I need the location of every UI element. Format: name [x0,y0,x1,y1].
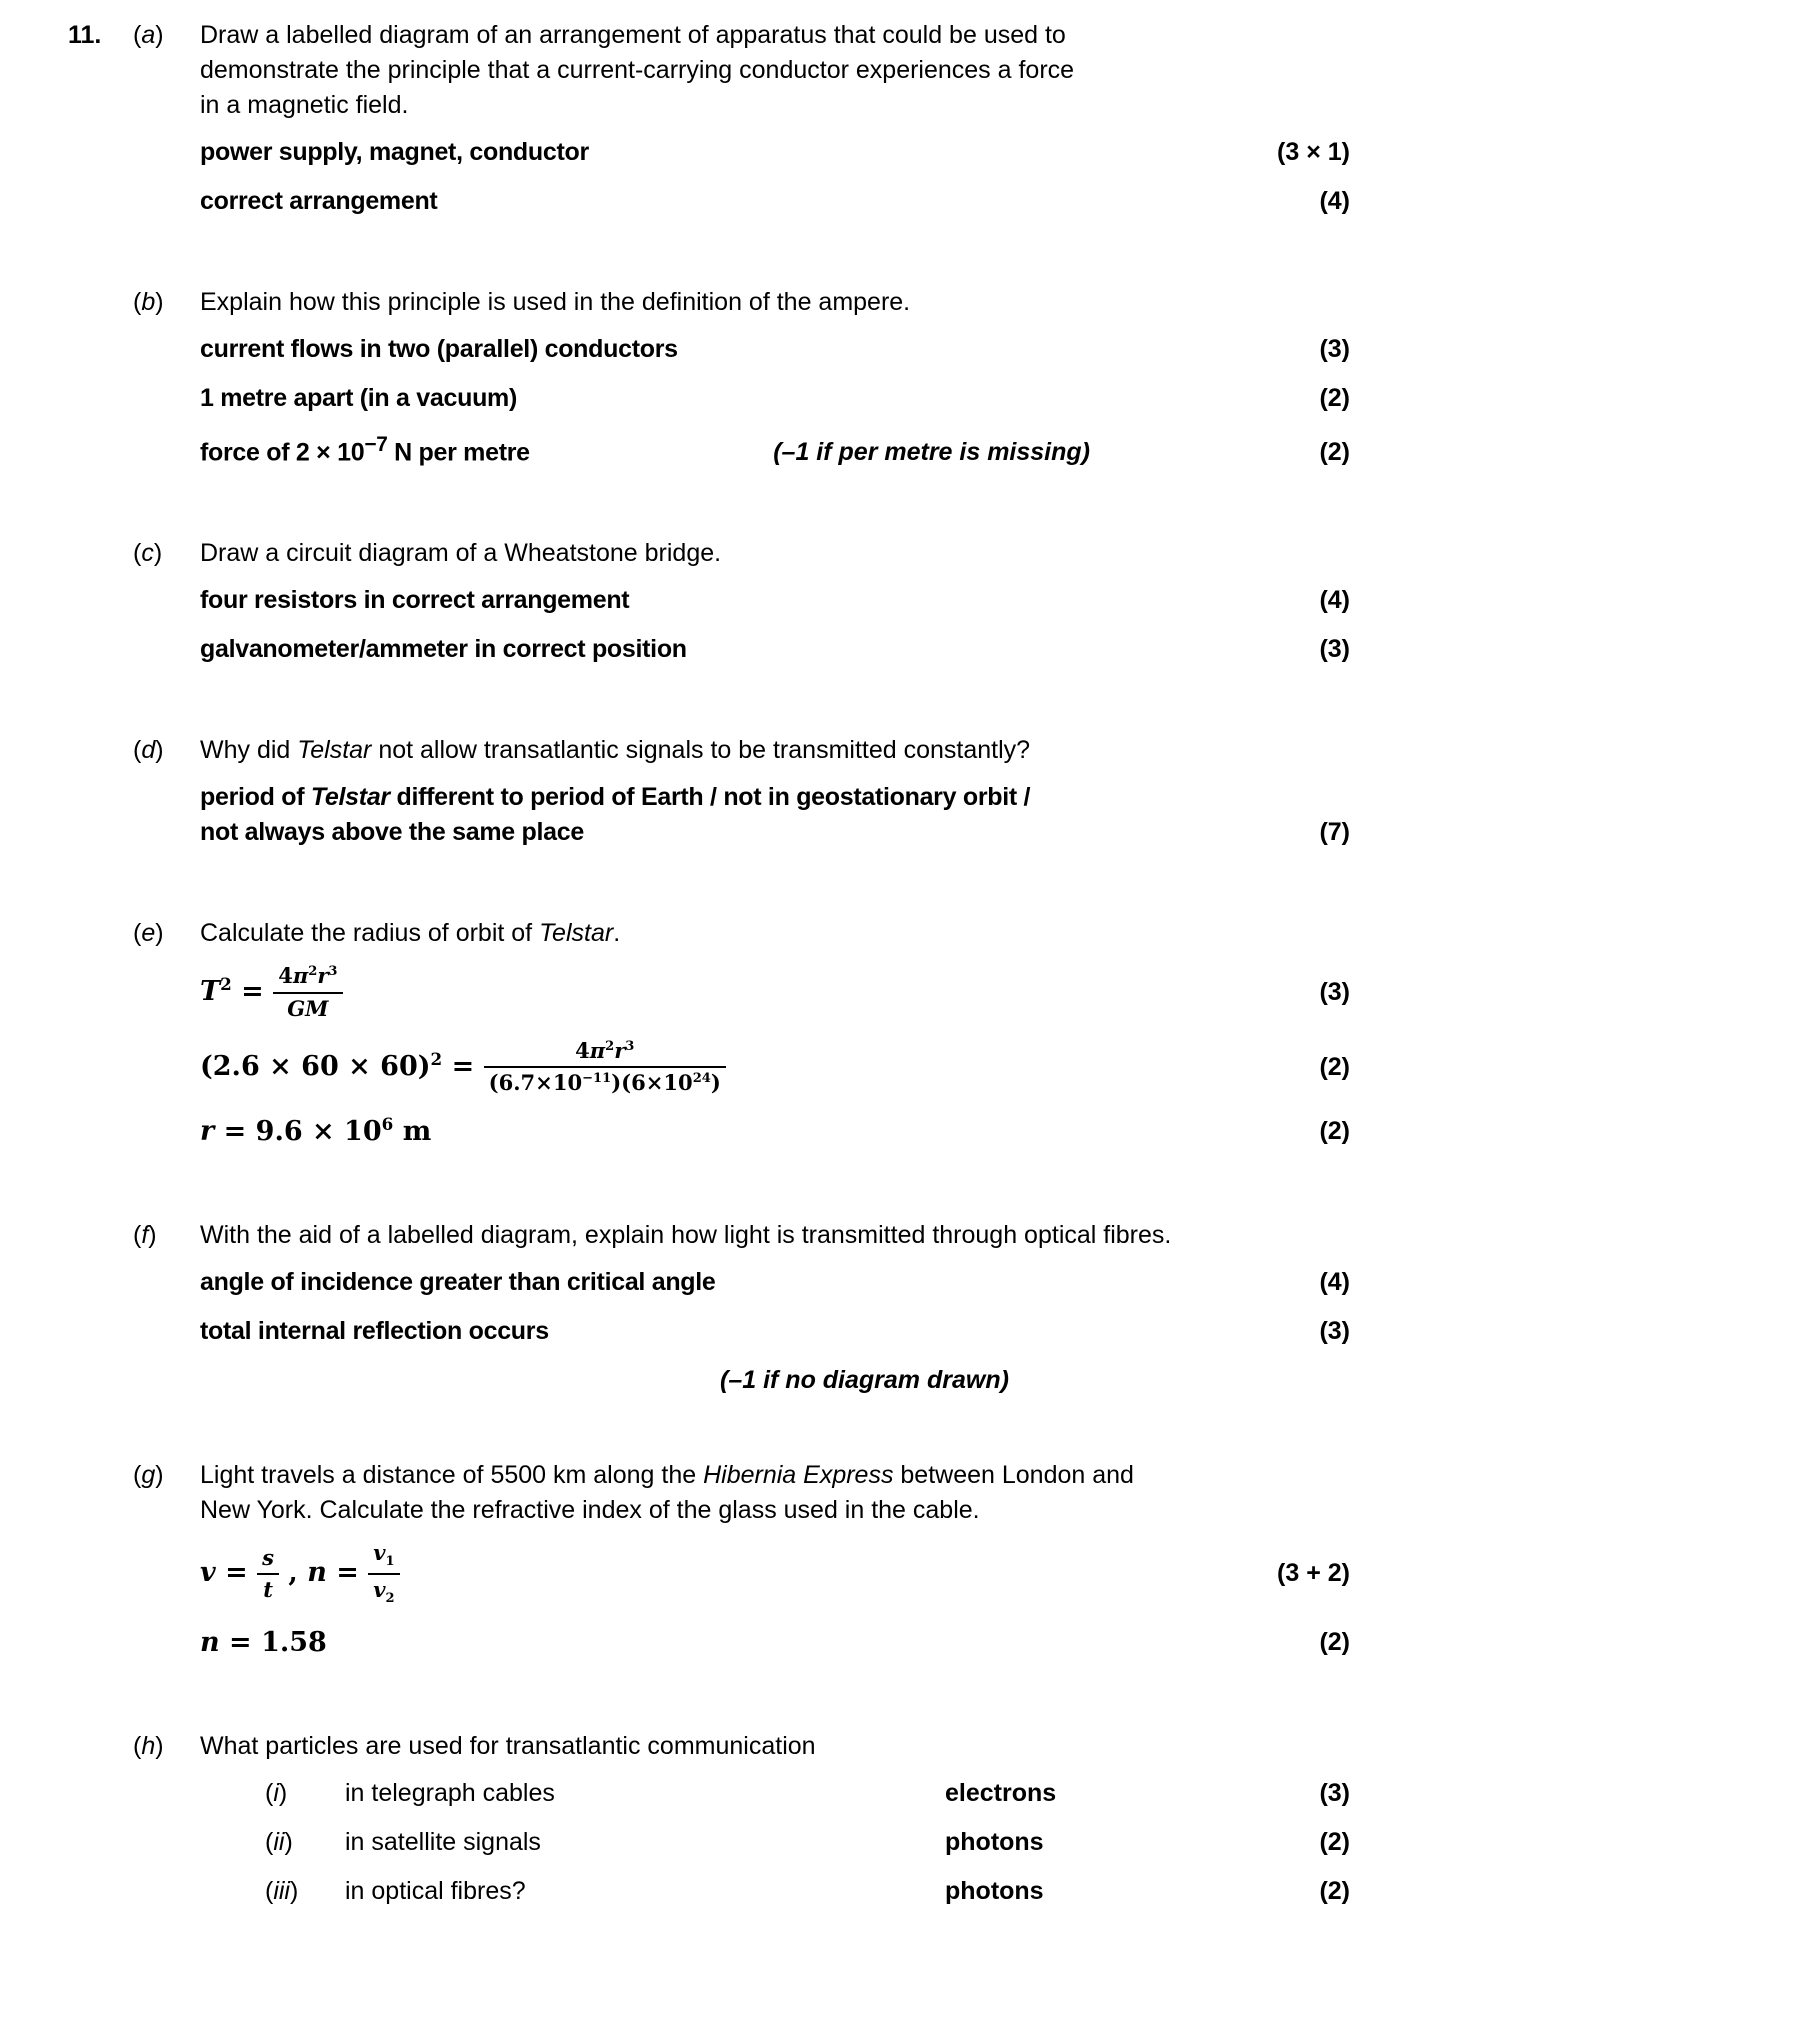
formula: v = $\frac{s}{t}$ , n = $\frac{v_1}{v_2}$ [200,1540,1250,1607]
question-text: With the aid of a labelled diagram, explain how light is transmitted through optical fibres. [200,1221,1172,1250]
mark-value: (2) [1319,1627,1350,1656]
answer-text: power supply, magnet, conductor [200,138,589,166]
mark-value: (4) [1319,586,1350,615]
question-number [68,916,133,1166]
answer-text: 1 metre apart (in a vacuum) [200,384,518,412]
mark-value: (2) [1319,1877,1350,1906]
mark-value: (3) [1319,1779,1350,1808]
formula-row [200,1038,1350,1097]
answer-row [200,780,1350,850]
formula-row [200,1624,1350,1662]
question-text: Draw a circuit diagram of a Wheatstone bridge. [200,539,722,568]
sub-part-row [200,1825,1350,1860]
answer-row [200,184,1350,219]
answer-text: period of Telstar different to period of Earth / not in geostationary orbit / not always above the same place [200,783,1031,847]
part-label: (c) [133,539,163,568]
sub-part-question: in satellite signals [345,1828,541,1857]
mark-value: (2) [1319,384,1350,412]
answer-text: four resistors in correct arrangement [200,586,630,615]
question-number [68,1729,133,1923]
part-body [200,733,1350,864]
answer-row [200,332,1350,367]
formula-row [200,963,1350,1022]
part-label: (g) [133,1461,164,1490]
deduction-note: (–1 if no diagram drawn) [720,1366,1009,1395]
answer-text: photons [945,1828,1044,1857]
part-body [200,285,1350,484]
formula: $T^2$ = $\frac{4\pi^2r^3}{GM}$ [200,963,1250,1022]
answer-text: photons [945,1877,1044,1906]
mark-value: (3 × 1) [1277,138,1350,166]
answer-text: angle of incidence greater than critical angle [200,1268,716,1297]
mark-value: (3) [1319,635,1350,664]
part-body [200,916,1350,1166]
question-text: Draw a labelled diagram of an arrangement of apparatus that could be used to demonstrate the principle that a current-carrying conductor experiences a force in a magnetic field. [200,21,1075,119]
sub-part-row [200,1776,1350,1811]
question-number [68,733,133,864]
answer-row [200,430,1350,470]
part-label: (h) [133,1732,164,1761]
formula-row [200,1113,1350,1151]
question-number [68,1218,133,1406]
answer-row [200,381,1350,416]
answer-text: total internal reflection occurs [200,1317,549,1346]
mark-value: (3 + 2) [1277,1559,1350,1588]
formula: $(2.6 \times 60 \times 60)^2$ = $\frac{4\pi^2r^3}{(6.7\times 10^{-11})(6\times 10^{24})}$ [200,1038,1250,1097]
part-label: (d) [133,736,164,765]
question-text: Calculate the radius of orbit of Telstar. [200,919,621,948]
mark-value: (2) [1319,1828,1350,1857]
part-label: (a) [133,21,164,49]
question-number [68,1458,133,1677]
sub-part-label: (i) [265,1779,288,1808]
question-part [68,536,1350,681]
answer-text: galvanometer/ammeter in correct position [200,635,687,664]
part-body [200,536,1350,681]
mark-value: (7) [1319,818,1350,847]
question-number [68,285,133,484]
part-body [200,1458,1350,1677]
question-11 [68,18,1819,1923]
question-part [68,285,1350,484]
deduction-note: (–1 if per metre is missing) [773,438,1090,467]
mark-value: (2) [1319,1052,1350,1081]
mark-value: (3) [1319,335,1350,363]
sub-part-question: in optical fibres? [345,1877,526,1906]
question-number [68,536,133,681]
sub-part-row [200,1874,1350,1909]
question-part [68,18,1350,233]
mark-value: (3) [1319,978,1350,1007]
answer-text: force of $2 \times 10^{-7}$ N per metre [200,433,530,467]
answer-row [200,583,1350,618]
question-number: 11. [68,21,102,49]
sub-part-label: (ii) [265,1828,293,1857]
formula-row [200,1540,1350,1607]
answer-text: electrons [945,1779,1057,1808]
formula: n = 1.58 [200,1626,327,1658]
question-part [68,733,1350,864]
mark-value: (4) [1319,1268,1350,1297]
answer-text: current flows in two (parallel) conductors [200,335,678,363]
part-body [200,1218,1350,1406]
question-text: Why did Telstar not allow transatlantic signals to be transmitted constantly? [200,736,1031,765]
mark-value: (3) [1319,1317,1350,1346]
mark-value: (2) [1319,438,1350,467]
sub-part-label: (iii) [265,1877,299,1906]
answer-row [200,632,1350,667]
formula: $r = 9.6 \times 10^6$ m [200,1113,432,1147]
question-part [68,916,1350,1166]
sub-part-question: in telegraph cables [345,1779,555,1808]
question-part [68,1458,1350,1677]
part-label: (e) [133,919,164,948]
answer-text: correct arrangement [200,187,438,215]
part-body [200,1729,1350,1923]
answer-row [200,135,1350,170]
question-text: Explain how this principle is used in the definition of the ampere. [200,288,911,316]
answer-row [200,1314,1350,1349]
mark-value: (4) [1319,187,1350,215]
question-part [68,1729,1350,1923]
part-label: (b) [133,288,164,316]
part-body [200,18,1350,233]
question-part [68,1218,1350,1406]
mark-value: (2) [1319,1117,1350,1146]
question-text: What particles are used for transatlantic communication [200,1732,816,1761]
question-text: Light travels a distance of 5500 km along the Hibernia Express between London and New York. Calculate the refractive index of the glass used in the cable. [200,1461,1134,1525]
part-label: (f) [133,1221,157,1250]
answer-row [200,1265,1350,1300]
